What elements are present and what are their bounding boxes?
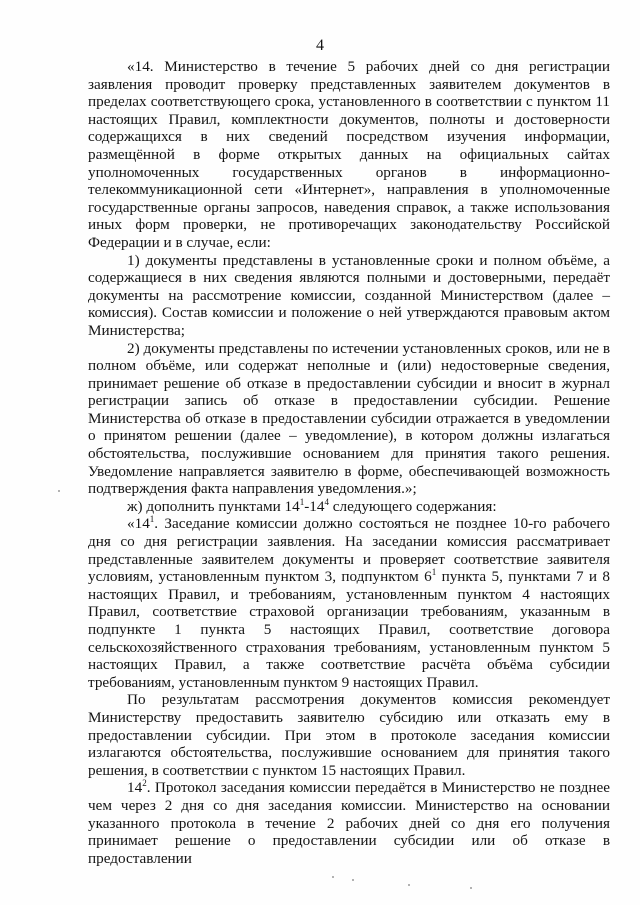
- superscript: 2: [142, 778, 147, 789]
- scan-speck: [470, 887, 472, 889]
- amendment-text: следующего содержания:: [328, 497, 497, 515]
- paragraph-14-item-1: 1) документы представлены в установленные сроки и полном объёме, а содержащиеся в них сведения являются полными и достоверными, передаёт документы на рассмотрение комиссии, созданной Министерством (далее – комиссия). Состав комиссии и положение о ней утверждаются правовым актом Министерства;: [88, 251, 610, 339]
- paragraph-14-2: [88, 779, 610, 867]
- amendment-zh: [88, 498, 610, 516]
- superscript: 1: [431, 567, 437, 578]
- paragraph-text: . Протокол заседания комиссии передаётся в Министерство не позднее чем через 2 дня со дня заседания комиссии. Министерство на основании указанного протокола в течение 2 рабочих дней со дня его получения принимает решение о предоставлении субсидии или об отказе в предоставлении: [88, 779, 610, 867]
- paragraph-14-item-2: 2) документы представлены по истечении установленных сроков, или не в полном объёме, или содержат неполные и (или) недостоверные сведения, принимает решение об отказе в предоставлении субсидии и вносит в журнал регистрации запись об отказе в предоставлении субсидии. Решение Министерства об отказе в предоставлении субсидии отражается в уведомлении о принятом решении (далее – уведомление), в котором должны излагаться обстоятельства, послужившие основанием для принятия такого решения. Уведомление направляется заявителю в форме, обеспечивающей возможность подтверждения факта направления уведомления.»;: [88, 339, 610, 498]
- paragraph-14: «14. Министерство в течение 5 рабочих дней со дня регистрации заявления проводит проверку представленных заявителем документов в пределах соответствующего срока, установленного в соответствии с пунктом 11 настоящих Правил, комплектности документов, полноты и достоверности содержащихся в них сведений посредством изучения информации, размещённой в форме открытых данных на официальных сайтах уполномоченных государственных органов в информационно-телекоммуникационной сети «Интернет», направления в уполномоченные государственные органы запросов, наведения справок, а также использования иных форм проверки, не противоречащих законодательству Российской Федерации и в случае, если:: [88, 58, 610, 251]
- superscript: 4: [324, 496, 329, 507]
- scan-speck: [408, 884, 410, 886]
- paragraph-14-1-results: По результатам рассмотрения документов комиссия рекомендует Министерству предоставить заявителю субсидию или отказать ему в предоставлении субсидии. При этом в протоколе заседания комиссии излагаются обстоятельства, послужившие основанием для принятия такого решения, в соответствии с пунктом 15 настоящих Правил.: [88, 691, 610, 779]
- paragraph-text: . Заседание комиссии должно состояться не позднее 10-го рабочего дня со дня регистрации заявления. На заседании комиссия рассматривает представленные заявителем документы и проверяет соответствие заявителя условиям, установленным пунктом 3, подпунктом 6: [88, 515, 610, 586]
- scan-speck: [332, 876, 334, 878]
- document-body: [88, 58, 610, 867]
- scan-speck: [352, 879, 354, 881]
- superscript: 1: [149, 514, 155, 525]
- paragraph-text: «14: [127, 515, 150, 533]
- page-number: 4: [316, 37, 324, 54]
- paragraph-text: пункта 5, пунктами 7 и 8 настоящих Правил, и требованиям, установленным пунктом 4 настоящих Правил, соответствие страховой организации требованиям, указанным в подпункте 1 пункта 5 настоящих Правил, соответствие договора сельскохозяйственного страхования требованиям, установленным пунктом 5 настоящих Правил, а также соответствие расчёта объёма субсидии требованиям, установленным пунктом 9 настоящих Правил.: [88, 568, 610, 691]
- superscript: 1: [299, 496, 305, 507]
- paragraph-text: 14: [127, 779, 143, 797]
- paragraph-14-1: [88, 515, 610, 691]
- amendment-text: -14: [304, 497, 325, 515]
- amendment-text: ж) дополнить пунктами 14: [127, 497, 300, 515]
- scan-speck: [58, 490, 60, 492]
